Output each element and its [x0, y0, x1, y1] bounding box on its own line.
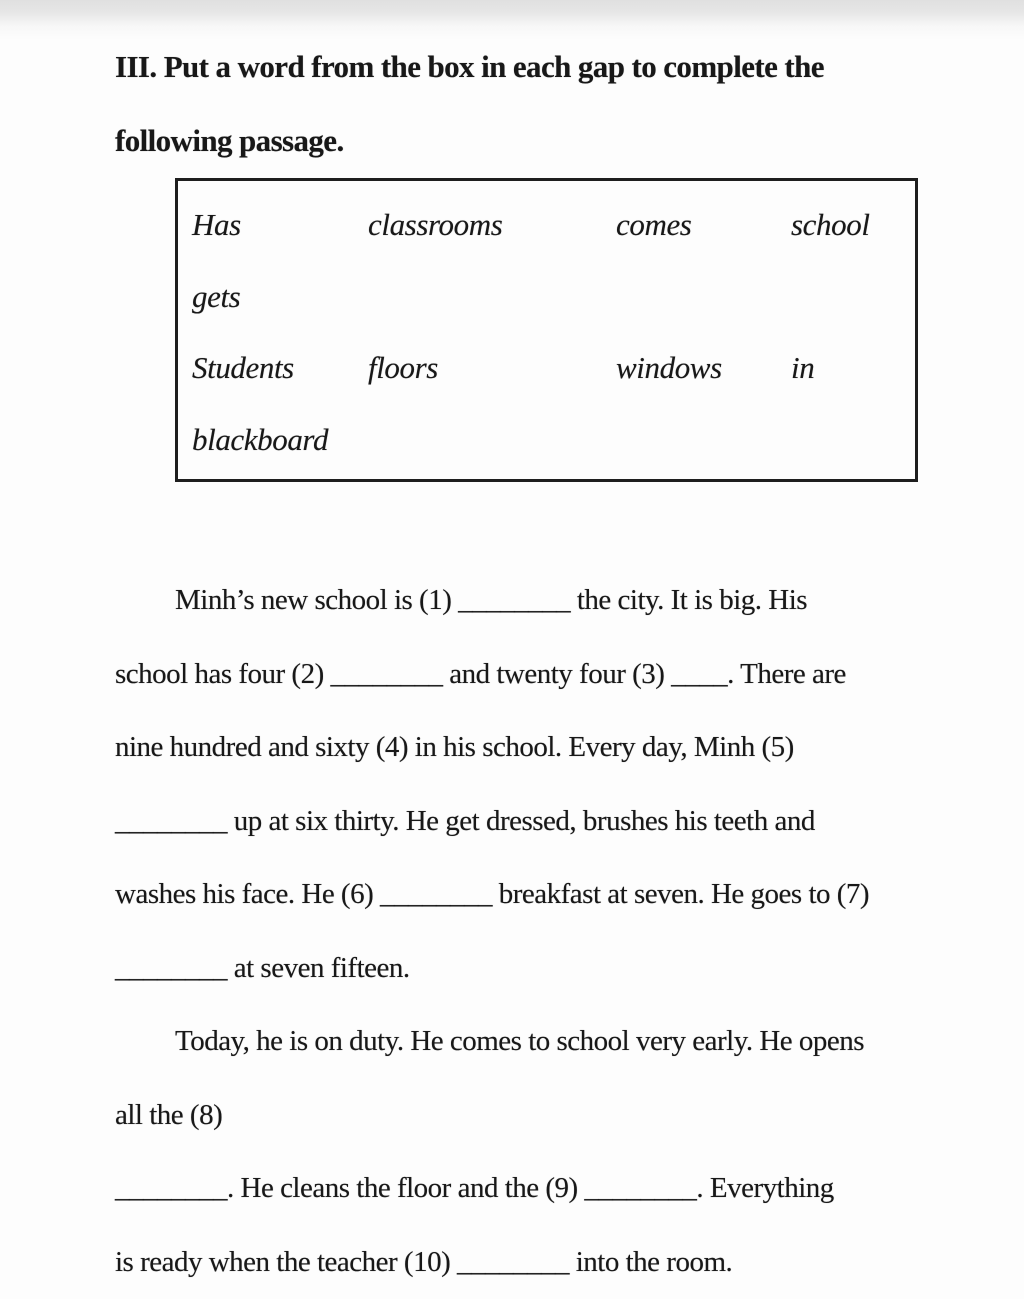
- word-box-empty-cell: [616, 404, 791, 476]
- passage: [115, 564, 914, 1299]
- word-box-word: Has: [192, 189, 368, 261]
- passage-line: Minh’s new school is (1) ________ the city. It is big. His: [115, 564, 914, 638]
- exercise-heading-line-2: following passage.: [115, 104, 914, 178]
- word-box-word: classrooms: [368, 189, 616, 261]
- word-box-word: gets: [192, 261, 368, 333]
- word-box-word: floors: [368, 332, 616, 404]
- passage-line: ________. He cleans the floor and the (9) ________. Everything: [115, 1152, 914, 1226]
- passage-line: school has four (2) ________ and twenty four (3) ____. There are: [115, 638, 914, 712]
- word-box-empty-cell: [368, 261, 616, 333]
- word-box-empty-cell: [791, 261, 915, 333]
- passage-line: ________ up at six thirty. He get dressed, brushes his teeth and: [115, 785, 914, 859]
- passage-line: all the (8): [115, 1079, 914, 1153]
- passage-line: Today, he is on duty. He comes to school very early. He opens: [115, 1005, 914, 1079]
- word-box-word: in: [791, 332, 915, 404]
- paragraph-2: [115, 1005, 914, 1299]
- passage-line: nine hundred and sixty (4) in his school. Every day, Minh (5): [115, 711, 914, 785]
- passage-line: ________ at seven fifteen.: [115, 932, 914, 1006]
- word-box-word: windows: [616, 332, 791, 404]
- exercise-heading: [115, 30, 914, 178]
- word-box-word: comes: [616, 189, 791, 261]
- paragraph-1: [115, 564, 914, 1005]
- word-box: [175, 178, 918, 482]
- word-box-empty-cell: [368, 404, 616, 476]
- passage-line: washes his face. He (6) ________ breakfast at seven. He goes to (7): [115, 858, 914, 932]
- word-box-word: school: [791, 189, 915, 261]
- exercise-heading-line-1: III. Put a word from the box in each gap to complete the: [115, 30, 914, 104]
- word-box-empty-cell: [791, 404, 915, 476]
- word-box-word: Students: [192, 332, 368, 404]
- word-box-word: blackboard: [192, 404, 368, 476]
- passage-line: is ready when the teacher (10) ________ into the room.: [115, 1226, 914, 1299]
- word-box-empty-cell: [616, 261, 791, 333]
